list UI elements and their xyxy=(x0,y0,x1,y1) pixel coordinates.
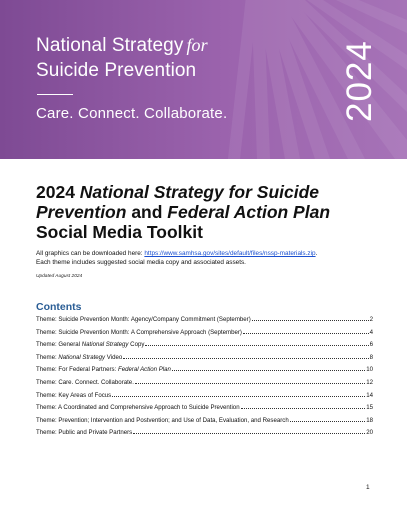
download-note-line2: Each theme includes suggested social media copy and associated assets. xyxy=(36,258,246,266)
table-of-contents xyxy=(36,316,373,442)
toc-entry[interactable]: Theme: Care. Connect. Collaborate. 12 xyxy=(36,378,373,386)
cover-banner xyxy=(0,0,407,159)
toc-entry[interactable]: Theme: For Federal Partners: Federal Action Plan 10 xyxy=(36,366,373,374)
toc-page-number: 6 xyxy=(369,341,373,349)
toc-page-number: 8 xyxy=(369,353,373,361)
toc-entry[interactable]: Theme: National Strategy Video 8 xyxy=(36,353,373,361)
toc-page-number: 14 xyxy=(366,391,373,399)
toc-page-number: 12 xyxy=(366,378,373,386)
brand-for: for xyxy=(186,35,208,55)
brand-title-line2: Suicide Prevention xyxy=(36,60,197,81)
updated-date: Updated August 2024 xyxy=(36,274,83,279)
download-link[interactable]: https://www.samhsa.gov/sites/default/files/nssp-materials.zip xyxy=(144,250,316,257)
toc-entry[interactable]: Theme: Suicide Prevention Month: A Comprehensive Approach (September) 4 xyxy=(36,328,373,336)
toc-page-number: 20 xyxy=(366,429,373,437)
toc-entry[interactable]: Theme: Public and Private Partners 20 xyxy=(36,429,373,437)
contents-heading: Contents xyxy=(36,301,82,313)
toc-entry[interactable]: Theme: Key Areas of Focus 14 xyxy=(36,391,373,399)
toc-page-number: 4 xyxy=(369,328,373,336)
toc-entry[interactable]: Theme: General National Strategy Copy 6 xyxy=(36,341,373,349)
toc-entry[interactable]: Theme: Prevention; Intervention and Postvention; and Use of Data, Evaluation, and Research 18 xyxy=(36,416,373,424)
toc-entry[interactable]: Theme: A Coordinated and Comprehensive Approach to Suicide Prevention 15 xyxy=(36,404,373,412)
year-vertical: 2024 xyxy=(340,40,379,122)
document-title: 2024 National Strategy for Suicide Prevention and Federal Action Plan Social Media Toolkit xyxy=(36,182,331,242)
download-note: All graphics can be downloaded here: https://www.samhsa.gov/sites/default/files/nssp-materials.zip. Each theme includes suggested social media copy and associated assets. xyxy=(36,250,318,266)
toc-page-number: 10 xyxy=(366,366,373,374)
toc-page-number: 15 xyxy=(366,404,373,412)
toc-page-number: 18 xyxy=(366,416,373,424)
page-number: 1 xyxy=(366,484,370,491)
toc-page-number: 2 xyxy=(369,316,373,323)
toc-entry[interactable]: Theme: Suicide Prevention Month: Agency/Company Commitment (September) 2 xyxy=(36,316,373,323)
tagline: Care. Connect. Collaborate. xyxy=(36,105,228,122)
brand-divider xyxy=(37,94,73,95)
brand-title-line1: National Strategy for xyxy=(36,35,208,56)
